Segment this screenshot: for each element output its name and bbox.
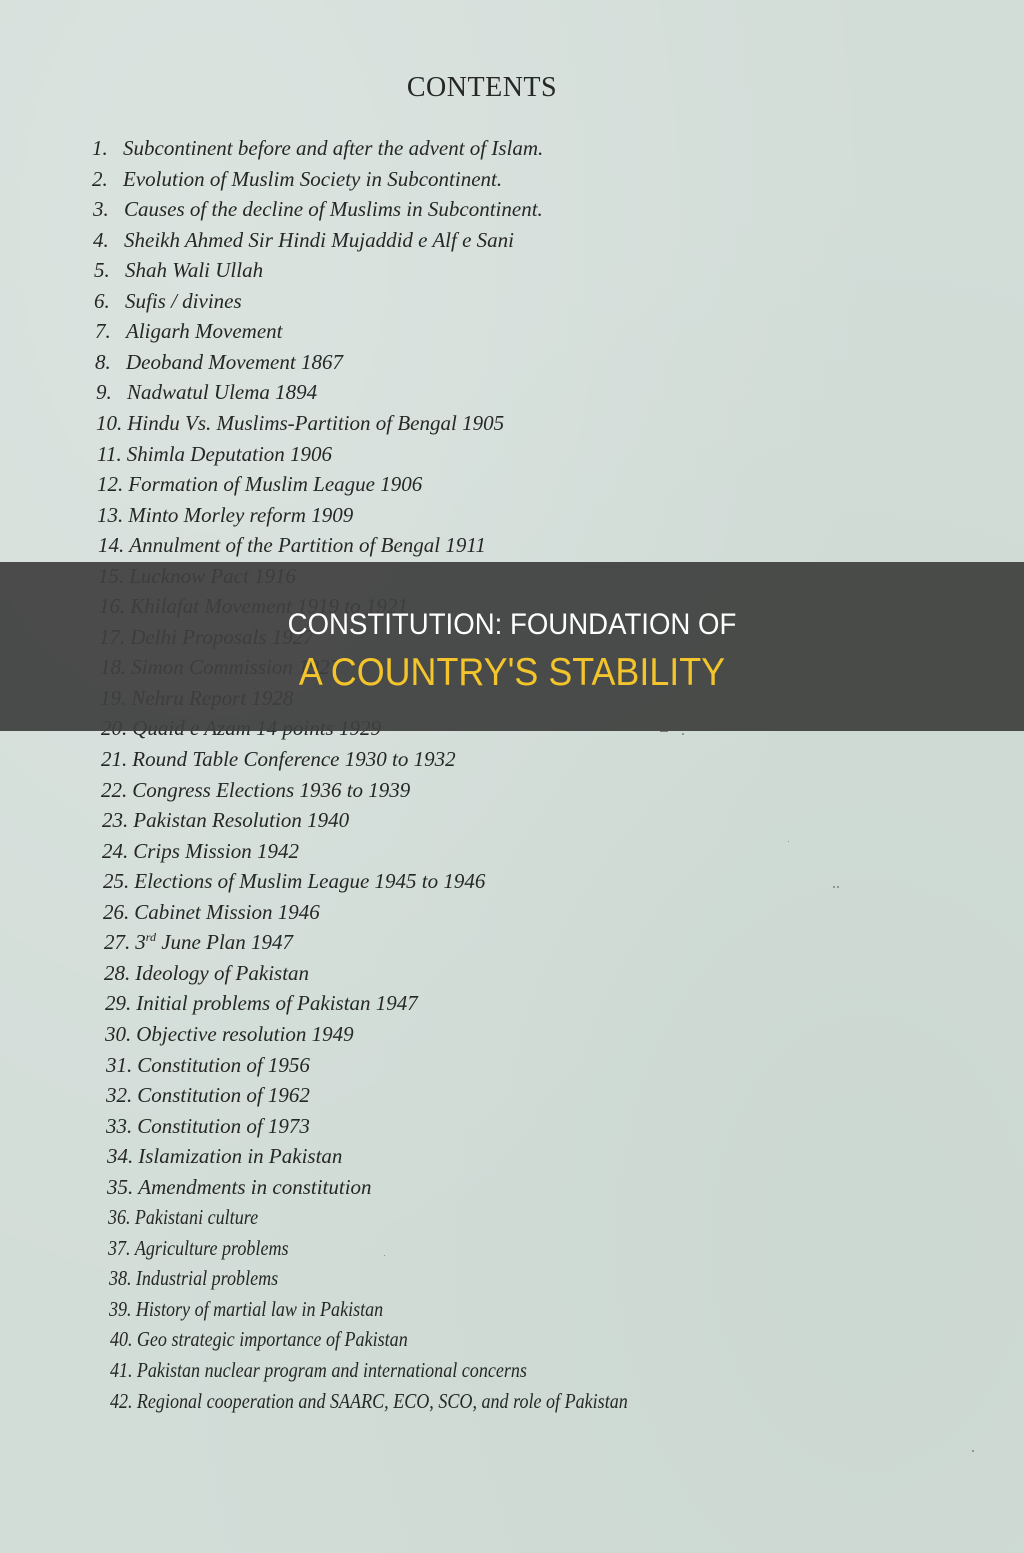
toc-item-title: History of martial law in Pakistan <box>135 1297 384 1321</box>
toc-item-title: Sheikh Ahmed Sir Hindi Mujaddid e Alf e Sani <box>124 228 515 252</box>
toc-item <box>110 1358 527 1382</box>
toc-item <box>96 380 317 404</box>
toc-item-title: Congress Elections 1936 to 1939 <box>132 778 411 802</box>
paper-speck <box>837 886 839 888</box>
toc-item-title: Islamization in Pakistan <box>138 1144 343 1168</box>
toc-item <box>98 533 486 557</box>
toc-item-title: Minto Morley reform 1909 <box>128 503 354 527</box>
toc-item <box>92 136 543 160</box>
toc-item <box>97 442 332 466</box>
toc-item <box>101 747 456 771</box>
toc-item-number: 30. <box>105 1022 132 1046</box>
toc-item-number: 36. <box>108 1205 131 1229</box>
toc-item-title: Annulment of the Partition of Bengal 1911 <box>129 533 486 557</box>
toc-item <box>105 1022 354 1046</box>
toc-item-title: Evolution of Muslim Society in Subcontinent. <box>123 167 503 191</box>
title-banner <box>0 562 1024 731</box>
toc-item-title: Constitution of 1962 <box>137 1083 310 1107</box>
toc-item-number: 31. <box>106 1053 133 1077</box>
toc-item-number: 27. <box>104 930 131 954</box>
toc-item-title: June Plan 1947 <box>155 930 294 954</box>
toc-item-number: 13. <box>97 503 124 527</box>
toc-item-title: Causes of the decline of Muslims in Subcontinent. <box>124 197 543 221</box>
toc-item <box>109 1297 383 1321</box>
toc-item-title: Objective resolution 1949 <box>136 1022 354 1046</box>
toc-item <box>104 930 293 954</box>
toc-item-number: 12. <box>97 472 124 496</box>
paper-speck <box>972 1450 974 1452</box>
toc-item-number: 40. <box>110 1327 133 1351</box>
toc-item-title: Ideology of Pakistan <box>135 961 310 985</box>
paper-speck <box>833 886 835 888</box>
toc-item <box>95 319 283 343</box>
toc-item-title: Nadwatul Ulema 1894 <box>127 380 318 404</box>
toc-item <box>110 1389 628 1413</box>
toc-item-title: Cabinet Mission 1946 <box>134 900 320 924</box>
toc-item-title: Crips Mission 1942 <box>133 839 299 863</box>
toc-item-title: Elections of Muslim League 1945 to 1946 <box>134 869 486 893</box>
toc-item-number: 9. <box>96 380 112 404</box>
banner-subtitle: A COUNTRY'S STABILITY <box>298 651 726 694</box>
toc-item-number: 23. <box>102 808 129 832</box>
toc-item <box>94 258 263 282</box>
toc-item-number: 39. <box>109 1297 132 1321</box>
toc-item <box>103 900 320 924</box>
toc-item-title: Subcontinent before and after the advent of Islam. <box>123 136 544 160</box>
contents-heading: CONTENTS <box>406 72 558 103</box>
toc-item-title: Aligarh Movement <box>126 319 283 343</box>
toc-item-number: 28. <box>104 961 131 985</box>
toc-item-title: Hindu Vs. Muslims-Partition of Bengal 1905 <box>127 411 505 435</box>
toc-item-number: 33. <box>106 1114 133 1138</box>
toc-item-title: Pakistani culture <box>134 1205 259 1229</box>
toc-item-number: 10. <box>96 411 123 435</box>
toc-item-number: 2. <box>92 167 108 191</box>
toc-item <box>102 839 299 863</box>
toc-item-number: 7. <box>95 319 111 343</box>
toc-item <box>107 1144 342 1168</box>
toc-item-number: 14. <box>98 533 125 557</box>
toc-item <box>104 961 309 985</box>
toc-item-number: 3. <box>93 197 109 221</box>
toc-item-number: 25. <box>103 869 130 893</box>
toc-item-number: 35. <box>107 1175 134 1199</box>
paper-speck <box>682 733 684 735</box>
toc-item-title: Geo strategic importance of Pakistan <box>136 1327 408 1351</box>
toc-item <box>97 503 353 527</box>
toc-item-title: Formation of Muslim League 1906 <box>128 472 423 496</box>
toc-item <box>101 778 410 802</box>
toc-item-title: Initial problems of Pakistan 1947 <box>136 991 418 1015</box>
toc-item-title: Constitution of 1956 <box>137 1053 310 1077</box>
toc-item-number: 4. <box>93 228 109 252</box>
toc-item-title: Deoband Movement 1867 <box>126 350 343 374</box>
toc-item-title: Shimla Deputation 1906 <box>126 442 333 466</box>
toc-item-title: Regional cooperation and SAARC, ECO, SCO, and role of Pakistan <box>136 1389 628 1413</box>
toc-item <box>94 289 242 313</box>
toc-item-number: 5. <box>94 258 110 282</box>
toc-item-title: Shah Wali Ullah <box>125 258 264 282</box>
toc-item <box>96 411 504 435</box>
toc-item-number: 24. <box>102 839 129 863</box>
toc-item-title: Sufis / divines <box>125 289 242 313</box>
toc-item-title: Pakistan Resolution 1940 <box>133 808 350 832</box>
toc-item-ordinal: 3 <box>135 930 146 954</box>
toc-item-number: 38. <box>109 1266 132 1290</box>
toc-item-title: Agriculture problems <box>134 1236 289 1260</box>
paper-speck <box>384 1255 385 1256</box>
toc-item-title: Constitution of 1973 <box>137 1114 310 1138</box>
toc-item <box>105 991 418 1015</box>
toc-item-ordinal-suffix: rd <box>145 930 156 944</box>
toc-item-number: 22. <box>101 778 128 802</box>
toc-item <box>102 808 349 832</box>
toc-item <box>93 197 543 221</box>
toc-item <box>95 350 343 374</box>
toc-item-number: 26. <box>103 900 130 924</box>
toc-item <box>110 1327 408 1351</box>
toc-item <box>108 1205 258 1229</box>
toc-item-number: 34. <box>107 1144 134 1168</box>
toc-item-number: 32. <box>106 1083 133 1107</box>
toc-item <box>107 1175 372 1199</box>
paper-speck <box>660 731 668 732</box>
toc-item-title: Amendments in constitution <box>138 1175 372 1199</box>
toc-item <box>106 1114 310 1138</box>
toc-item-number: 8. <box>95 350 111 374</box>
toc-item <box>106 1053 310 1077</box>
toc-item <box>106 1083 310 1107</box>
toc-item-number: 1. <box>92 136 108 160</box>
toc-item <box>103 869 485 893</box>
toc-item-number: 41. <box>110 1358 133 1382</box>
toc-item <box>108 1236 289 1260</box>
toc-item <box>109 1266 278 1290</box>
toc-item-title: Pakistan nuclear program and international concerns <box>136 1358 527 1382</box>
paper-speck <box>788 841 789 842</box>
toc-item-number: 42. <box>110 1389 133 1413</box>
toc-item-title: Industrial problems <box>135 1266 279 1290</box>
toc-item <box>97 472 422 496</box>
toc-item-number: 29. <box>105 991 132 1015</box>
banner-title: CONSTITUTION: FOUNDATION OF <box>287 608 737 641</box>
toc-item <box>93 228 514 252</box>
toc-item-number: 21. <box>101 747 128 771</box>
toc-item <box>92 167 502 191</box>
toc-item-number: 37. <box>108 1236 131 1260</box>
toc-item-number: 11. <box>97 442 122 466</box>
toc-item-title: Round Table Conference 1930 to 1932 <box>132 747 456 771</box>
toc-item-number: 6. <box>94 289 110 313</box>
